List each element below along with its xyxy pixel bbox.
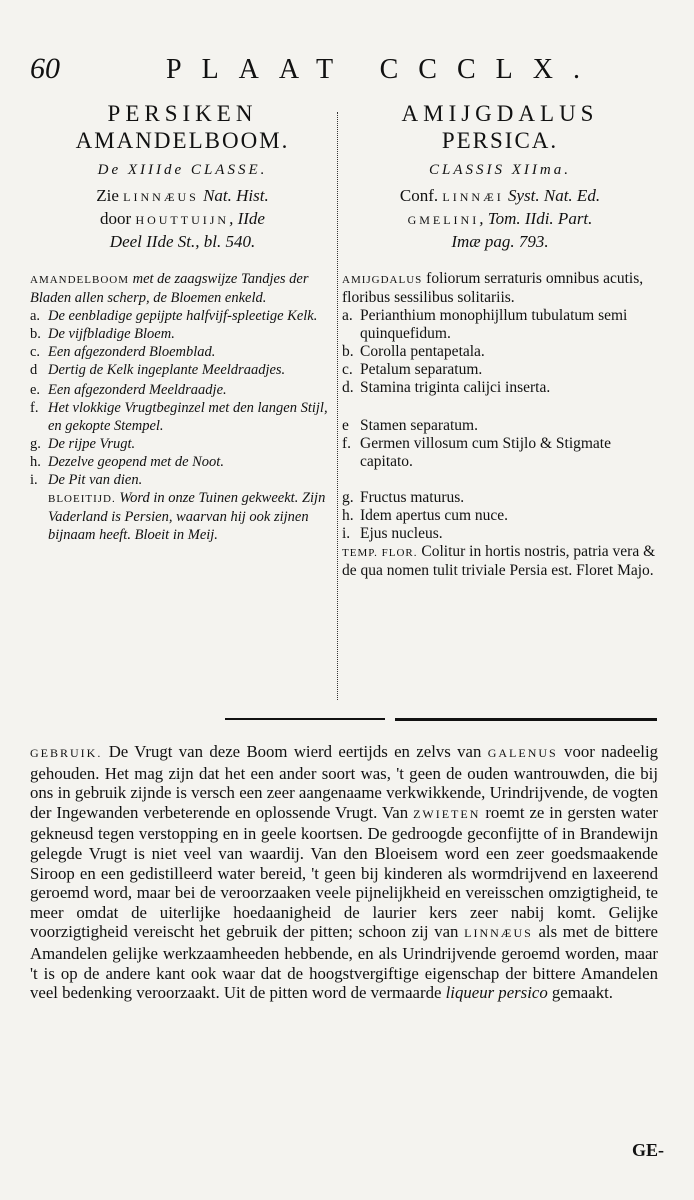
latin-entries [342, 270, 658, 580]
list-item: b. De vijfbladige Bloem. [30, 326, 175, 342]
latin-title-line1: AMIJGDALUS [401, 101, 599, 126]
list-item: g. Fructus maturus. [342, 489, 465, 506]
list-item: d. Stamina triginta calijci inserta. [342, 379, 551, 396]
list-item: f. Het vlokkige Vrugtbeginzel met den langen Stijl, en gekopte Stempel. [30, 400, 328, 434]
latin-title-line2: PERSICA. [441, 128, 559, 153]
dutch-description: AMANDELBOOM met de zaagswijze Tandjes der Bladen allen scherp, de Bloemen enkeld. [30, 271, 309, 306]
dutch-entries [30, 270, 335, 544]
list-item: i. Ejus nucleus. [342, 525, 443, 542]
page-header [30, 52, 674, 92]
list-item: h. Idem apertus cum nuce. [342, 507, 509, 524]
latin-class: CLASSIS XIIma. [429, 162, 571, 178]
list-item: a. De eenbladige gepijpte halfvijf-spleetige Kelk. [30, 308, 318, 324]
list-item: b. Corolla pentapetala. [342, 343, 485, 360]
list-item: a. Perianthium monophijllum tubulatum semi quinquefidum. [342, 307, 628, 342]
dutch-title-line1: PERSIKEN [107, 101, 258, 126]
list-item: d Dertig de Kelk ingeplante Meeldraadjes. [30, 362, 286, 378]
rule-left [225, 718, 385, 720]
list-item: i. De Pit van dien. [30, 472, 143, 488]
list-item: c. Een afgezonderd Bloemblad. [30, 344, 216, 360]
list-item: c. Petalum separatum. [342, 361, 483, 378]
dutch-reference: Zie LINNÆUS Nat. Hist. door HOUTTUIJN, IIde Deel IIde St., bl. 540. [96, 186, 269, 251]
list-item: h. Dezelve geopend met de Noot. [30, 454, 224, 470]
list-item: e Stamen separatum. [342, 417, 478, 434]
plate-title: PLAAT CCCLX. [166, 54, 600, 85]
latin-flowering-note: TEMP. FLOR. Colitur in hortis nostris, patria vera & de qua nomen tulit triviale Persia est. Floret Majo. [342, 543, 656, 579]
rule-right [395, 718, 657, 721]
latin-column [342, 100, 658, 580]
dutch-column [30, 100, 335, 544]
dutch-flowering-note: BLOEITIJD. Word in onze Tuinen gekweekt. Zijn Vaderland is Persien, waarvan hij ook zijnen bijnaam heeft. Bloeit in Meij. [48, 490, 326, 543]
column-divider [337, 112, 338, 700]
latin-description: AMIJGDALUS foliorum serraturis omnibus acutis, floribus sessilibus solitariis. [342, 270, 644, 306]
section-rule [225, 718, 657, 724]
list-item: g. De rijpe Vrugt. [30, 436, 136, 452]
latin-reference: Conf. LINNÆI Syst. Nat. Ed. GMELINI, Tom. IIdi. Part. Imæ pag. 793. [399, 186, 601, 251]
list-item: e. Een afgezonderd Meeldraadje. [30, 382, 227, 398]
catchword: GE- [631, 1140, 664, 1160]
usage-paragraph: GEBRUIK. De Vrugt van deze Boom wierd eertijds en zelvs van GALENUS voor nadeelig gehouden. Het mag zijn dat het een ander soort was, 't geen de ouden wantrouwden, die bij ons in gebruik zijnde is versch een zeer aangenaame verkwikkende, Urindrijvende, de vogten der Ingewanden verbeterende en oplossende Vrugt. Van ZWIETEN roemt ze in gersten water gekneusd tegen verstopping en in geele koortsen. De gedroogde geconfijtte of in Brandewijn gelegde Vrugt is niet veel van waardij. Van den Bloeisem word een zeer goedsmaakende Siroop en een gedistilleerd water bereid, 't geen bij kinderen als wormdrijvend en laxeerend geroemd word, maar bei de veroorzaaken veele pijnelijkheid en vereisschen omzigtigheid, te meer omdat de uiterlijke hoedaanigheid de laurier kers zeer nabij komt. Gelijke voorzigtigheid vereischt het gebruik der pitten; schoon zij van LINNÆUS als met de bittere Amandelen gelijke werkzaamheeden hebbende, en als Urindrijvende geroemd worden, maar 't is op de andere kant ook waar dat de hoogstvergiftige eigenschap der bittere Amandelen veel bedenking veroorzaakt. Uit de pitten word de vermaarde liqueur persico gemaakt. [30, 742, 659, 1003]
list-item: f. Germen villosum cum Stijlo & Stigmate capitato. [342, 435, 611, 470]
dutch-class: De XIIIde CLASSE. [97, 162, 268, 178]
dutch-title-line2: AMANDELBOOM. [75, 128, 290, 153]
page-number: 60 [30, 52, 60, 85]
